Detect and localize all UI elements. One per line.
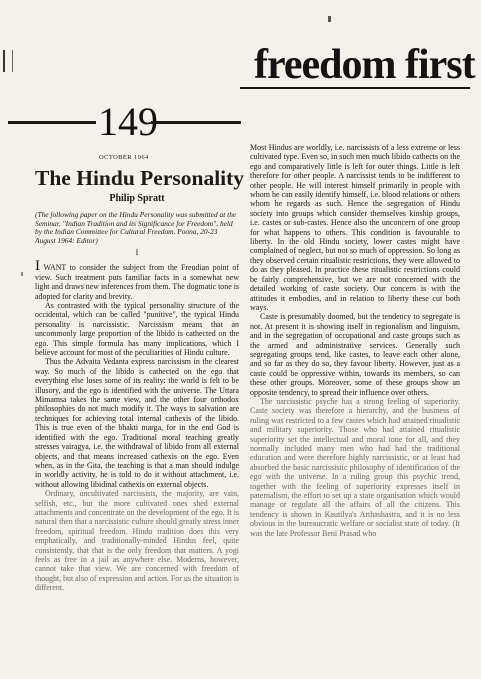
issue-rule-left [8,121,96,124]
masthead-rule [240,87,470,89]
drop-cap: I [35,258,40,275]
masthead-title: freedom first [254,42,475,88]
paragraph: Ordinary, uncultivated narcissists, the majority, are vain, selfish, etc., but the more cultivated ones shed external attachments and concentrate on the development of the ego. It is natural then that a narcissistic culture should greatly stress inner freedom, spiritual freedom. Hindu tradition does this very emphatically, and traditionally-minded Hindus feel, quite consistently, that that is the only freedom that matters. A yogi feels as free in a jail as anywhere else. Moderns, however, cannot take that view. We are concerned with freedom of thought, but also of expression and action. For us the situation is different. [35,489,239,593]
issue-date: OCTOBER 1964 [99,154,149,161]
paragraph: Caste is presumably doomed, but the tendency to segregate is not. At present it is showing itself in regionalism and linguism, and in the segregation of occupational and caste groups such as the armed and administrative services. Generally such segregating groups tend, like castes, to leave each other alone, and so far as they do so, they favour liberty. However, just as a caste could be oppressive within, towards its members, so can these other groups. Moreover, some of these groups show an opposite tendency, to spread their influence over others. [250,312,460,397]
section-number: I [135,248,139,258]
paragraph [35,258,239,301]
editor-note: (The following paper on the Hindu Personality was submitted at the Seminar, "Indian Tradition and its Significance for Freedom", held by the Indian Committee for Cultural Freedom, Poona, 20-23 August 1964: Editor) [35,210,237,245]
margin-mark [21,272,23,276]
paragraph: Thus the Advaita Vedanta express narcissism in the clearest way. So much of the libido is cathected on the ego that everything else loses some of its reality: the world is felt to be illusory, and the ego is identified with the universe. The Uttara Mimamsa takes the same view, and the other four orthodox philosophies do not much modify it. The ways to salvation are techniques for achieving total internal cathexis of the libido. This is true even of the bhakti marga, for in the end God is identified with the ego. Traditional moral teaching greatly stresses vairagya, i.e. the withdrawal of libido from all external objects, and that means increased cathexis on the ego. Even when, as in the Gita, the teaching is that a man should indulge in worldly activity, he is told to do it without attachment, i.e. without allowing libidinal cathexis on external objects. [35,357,239,489]
paragraph: Most Hindus are worldly, i.e. narcissists of a less extreme or less cultivated type. Even so, in such men much libido cathects on the ego and comparatively little is left for outer things. Little is left therefore for other people. A narcissist tends to be indifferent to other people. He will interest himself primarily in people with whom he can easily identify himself, i.e. blood relations or others whom he regards as such. Hence the segregation of Hindu society into groups which consider themselves kinship groups, i.e. castes or sub-castes. Hence also the unconcern of one group for what happens to others. This condition is favourable to liberty. In the old Hindu society, lower castes might have complained of neglect, but not so much of oppression. So long as they observed certain ritualistic restrictions, they were allowed to do as they pleased. In practice these ritualistic restrictions could be fairly comprehensive, but we are not concerned with the detailed working of caste society. Our concern is with the attitudes it embodies, and in relation to liberty these cut both ways. [250,143,460,312]
paragraph: As contrasted with the typical personality structure of the occidental, which can be called "punitive", the typical Hindu personality is narcissistic. Narcissism means that an uncommonly large proportion of the libido is cathected on the ego. This simple formula has many implications, which I believe account for most of the peculiarities of Hindu culture. [35,301,239,358]
issue-number: 149 [98,99,158,144]
issue-rule-right [151,121,241,124]
article-title: The Hindu Personality [35,166,245,190]
binding-mark [3,50,13,72]
paragraph-text: WANT to consider the subject from the Freudian point of view. Such treatment puts familiar facts in a somewhat new light and draws new inferences from them. The dogmatic tone is adopted for clarity and brevity. [35,263,239,301]
article-author: Philip Spratt [109,193,165,204]
paragraph: The narcissistic psyche has a strong feeling of superiority. Caste society was therefore a hierarchy, and the business of ruling was restricted to a few castes which had attained ritualistic and military superiority. Those who had attained ritualistic superiority set the intellectual and moral tone for all, and they normally included many men who had had the traditional education and were therefore highly narcissistic, or at least had absorbed the basic narcissistic philosophy of identification of the ego with the universe. In a ruling group this psychic trend, together with the feeling of superiority expresses itself in paternalism, the effort to set up a state organisation which would manage or regulate all the affairs of all the citizens. This tendency is shown in Kautilya's Arthashastra, and it is no less obvious in the bureaucratic welfare or socialist state of today. (It was the late Professor Beni Prasad who [250,396,460,538]
right-column [250,139,460,538]
page-speck [328,16,331,22]
left-column [35,166,245,593]
